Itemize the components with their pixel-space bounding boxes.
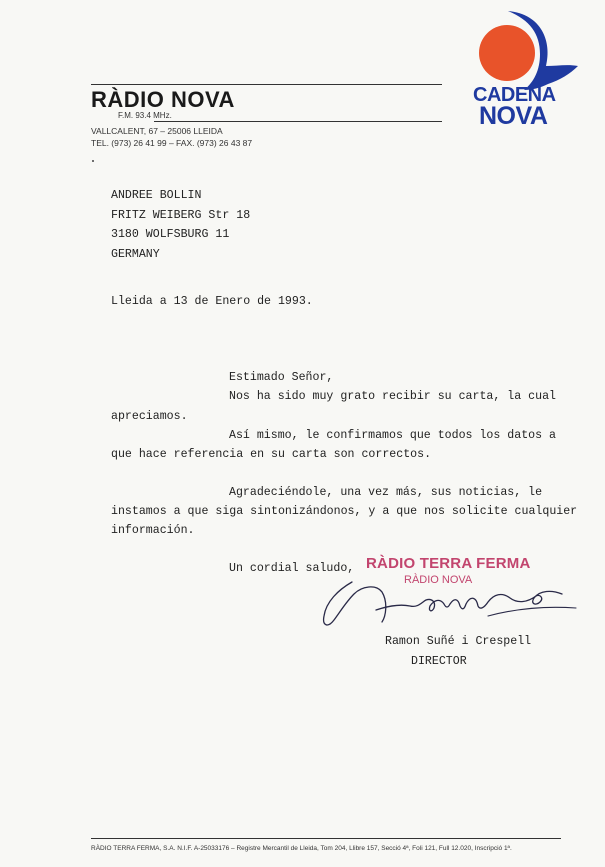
body-paragraph-3-line-3: información.: [111, 524, 195, 537]
body-paragraph-1-line-2: apreciamos.: [111, 410, 188, 423]
stamp-line-1: RÀDIO TERRA FERMA: [366, 555, 531, 572]
recipient-name: ANDREE BOLLIN: [111, 189, 202, 202]
logo-text-nova: NOVA: [479, 102, 548, 130]
date-line: Lleida a 13 de Enero de 1993.: [111, 295, 313, 308]
body-paragraph-2-line-1: Así mismo, le confirmamos que todos los datos a: [229, 429, 556, 442]
body-paragraph-1-line-1: Nos ha sido muy grato recibir su carta, la cual: [229, 390, 556, 403]
closing: Un cordial saludo,: [229, 562, 355, 575]
footer-legal-text: RÀDIO TERRA FERMA, S.A. N.I.F. A-25033176 – Registre Mercantil de Lleida, Tom 204, Llibre 157, Secció 4ª, Foli 121, Full 12.020, Inscripció 1ª.: [91, 845, 512, 852]
station-frequency: F.M. 93.4 MHz.: [118, 111, 172, 120]
signer-name: Ramon Suñé i Crespell: [385, 635, 532, 648]
logo-text-cadena: CADENA: [473, 84, 556, 106]
body-paragraph-3-line-2: instamos a que siga sintonizándonos, y a que nos solicite cualquier: [111, 505, 578, 518]
letterhead-top-rule: [91, 84, 442, 85]
recipient-street: FRITZ WEIBERG Str 18: [111, 209, 251, 222]
signer-title: DIRECTOR: [411, 655, 467, 668]
recipient-country: GERMANY: [111, 248, 160, 261]
stamp-line-2: RÀDIO NOVA: [404, 574, 473, 586]
station-address: VALLCALENT, 67 – 25006 LLEIDA: [91, 126, 223, 136]
salutation: Estimado Señor,: [229, 371, 334, 384]
station-name: RÀDIO NOVA: [91, 87, 235, 112]
cadena-nova-logo: [470, 8, 585, 133]
handwritten-signature: [318, 572, 583, 632]
station-phone-fax: TEL. (973) 26 41 99 – FAX. (973) 26 43 87: [91, 138, 253, 148]
body-paragraph-3-line-1: Agradeciéndole, una vez más, sus noticias, le: [229, 486, 543, 499]
recipient-city: 3180 WOLFSBURG 11: [111, 228, 230, 241]
fold-mark: [92, 160, 94, 162]
body-paragraph-2-line-2: que hace referencia en su carta son correctos.: [111, 448, 432, 461]
footer-rule: [91, 838, 561, 839]
letterhead-mid-rule: [154, 121, 442, 122]
